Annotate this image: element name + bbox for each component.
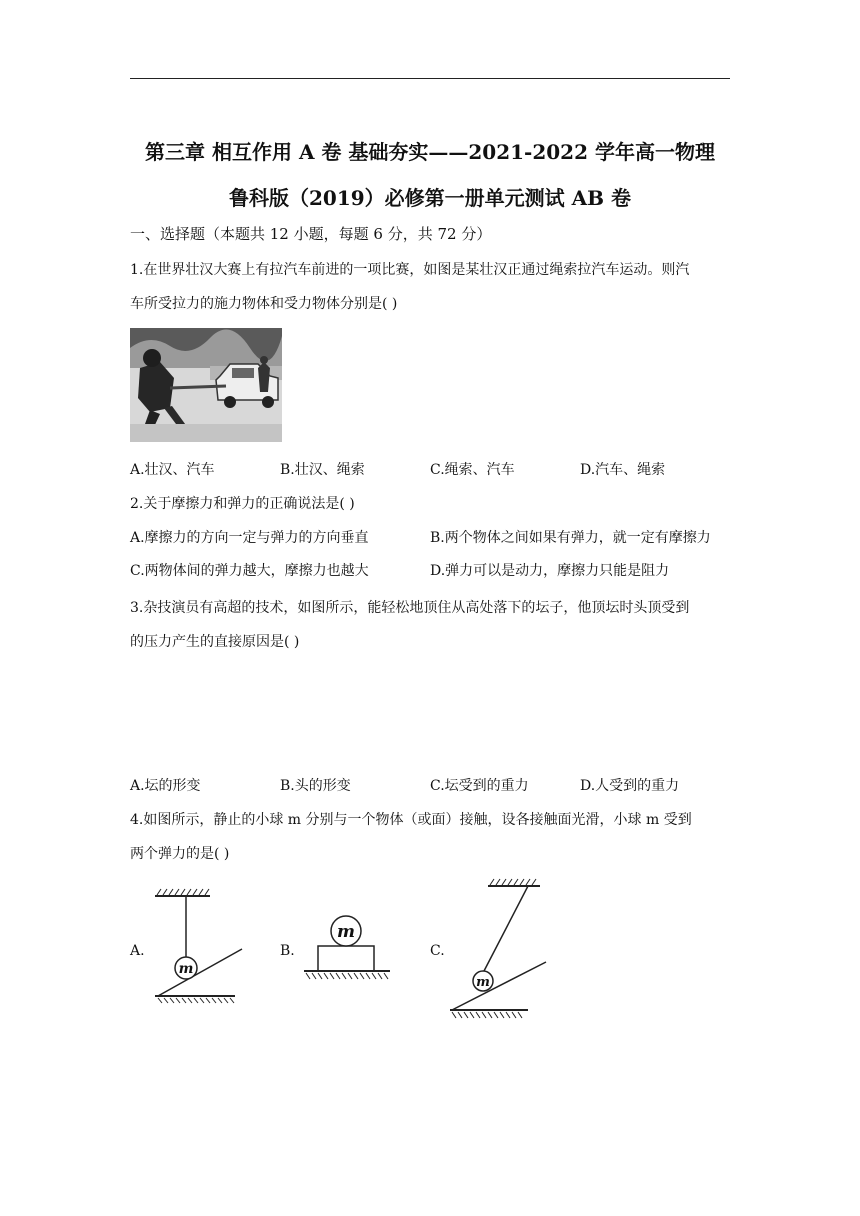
document-title-line-2: 鲁科版（2019）必修第一册单元测试 AB 卷: [228, 186, 631, 210]
q1-option-a[interactable]: A.壮汉、汽车: [130, 462, 215, 478]
document-title-line-1: 第三章 相互作用 A 卷 基础夯实——2021-2022 学年高一物理: [145, 140, 715, 164]
q3-option-b[interactable]: B.头的形变: [280, 778, 351, 794]
q3-option-d[interactable]: D.人受到的重力: [580, 778, 680, 794]
header-rule: [130, 78, 730, 79]
q3-stem-line-1: 3.杂技演员有高超的技术，如图所示，能轻松地顶住从高处落下的坛子，他顶坛时头顶受到: [130, 600, 690, 616]
q4-figure-b-ball-on-block: [300, 908, 400, 984]
q2-option-c[interactable]: C.两物体间的弹力越大，摩擦力也越大: [130, 563, 369, 579]
q2-option-d[interactable]: D.弹力可以是动力，摩擦力只能是阻力: [430, 563, 670, 579]
q3-option-a[interactable]: A.坛的形变: [130, 778, 201, 794]
q1-option-c[interactable]: C.绳索、汽车: [430, 462, 515, 478]
q4-figure-c-label[interactable]: C.: [430, 943, 445, 959]
q4-figure-c-ball-on-incline-with-slanted-string: [446, 876, 556, 1022]
q4-figure-c-ball-label: m: [476, 975, 490, 990]
q1-stem-line-2: 车所受拉力的施力物体和受力物体分别是( ): [130, 296, 398, 312]
q4-figure-b-ball-label: m: [337, 922, 355, 942]
q1-option-b[interactable]: B.壮汉、绳索: [280, 462, 365, 478]
q1-stem-line-1: 1.在世界壮汉大赛上有拉汽车前进的一项比赛，如图是某壮汉正通过绳索拉汽车运动。则汽: [130, 262, 690, 278]
q4-figure-a-ball-label: m: [178, 961, 194, 977]
q4-stem-line-2: 两个弹力的是( ): [130, 846, 230, 862]
q3-option-c[interactable]: C.坛受到的重力: [430, 778, 529, 794]
q4-figure-a-label[interactable]: A.: [130, 943, 145, 959]
q2-stem: 2.关于摩擦力和弹力的正确说法是( ): [130, 496, 355, 512]
q1-option-d[interactable]: D.汽车、绳索: [580, 462, 666, 478]
q4-stem-line-1: 4.如图所示，静止的小球 m 分别与一个物体（或面）接触，设各接触面光滑，小球 m 受到: [130, 812, 692, 828]
strongman-pulling-car-photo: [130, 328, 282, 442]
q2-option-b[interactable]: B.两个物体之间如果有弹力，就一定有摩擦力: [430, 530, 711, 546]
q4-figure-b-label[interactable]: B.: [280, 943, 295, 959]
section-heading: 一、选择题（本题共 12 小题，每题 6 分，共 72 分）: [130, 225, 492, 243]
q3-stem-line-2: 的压力产生的直接原因是( ): [130, 634, 300, 650]
q4-figure-a-hanging-ball-on-incline: [150, 884, 250, 1004]
q2-option-a[interactable]: A.摩擦力的方向一定与弹力的方向垂直: [130, 530, 369, 546]
